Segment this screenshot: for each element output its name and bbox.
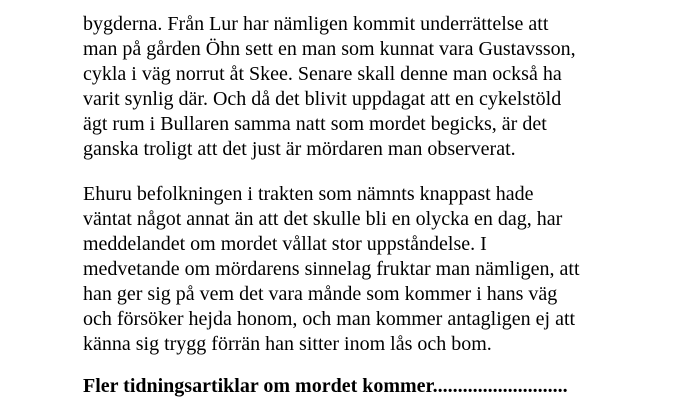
paragraph-1 [83, 12, 683, 162]
paragraph-line: varit synlig där. Och då det blivit uppdagat att en cykelstöld [83, 88, 562, 110]
paragraph-line: cykla i väg norrut åt Skee. Senare skall denne man också ha [83, 63, 562, 85]
paragraph-line: han ger sig på vem det vara månde som kommer i hans väg [83, 283, 558, 305]
paragraph-line: ganska troligt att det just är mördaren man observerat. [83, 138, 516, 160]
paragraph-line: meddelandet om mordet vållat stor uppståndelse. I [83, 233, 487, 255]
paragraph-line: Ehuru befolkningen i trakten som nämnts knappast hade [83, 183, 534, 205]
paragraph-line: medvetande om mördarens sinnelag fruktar man nämligen, att [83, 258, 580, 280]
paragraph-line: känna sig trygg förrän han sitter inom lås och bom. [83, 333, 492, 355]
paragraph-line: och försöker hejda honom, och man kommer antagligen ej att [83, 308, 576, 330]
closing-heading-text: Fler tidningsartiklar om mordet kommer........................... [83, 375, 568, 397]
paragraph-line: ägt rum i Bullaren samma natt som mordet begicks, är det [83, 113, 547, 135]
paragraph-line: bygderna. Från Lur har nämligen kommit underrättelse att [83, 13, 549, 35]
paragraph-line: väntat något annat än att det skulle bli en olycka en dag, har [83, 208, 563, 230]
closing-heading [83, 374, 683, 399]
paragraph-2 [83, 182, 683, 357]
paragraph-line: man på gården Öhn sett en man som kunnat vara Gustavsson, [83, 38, 576, 60]
